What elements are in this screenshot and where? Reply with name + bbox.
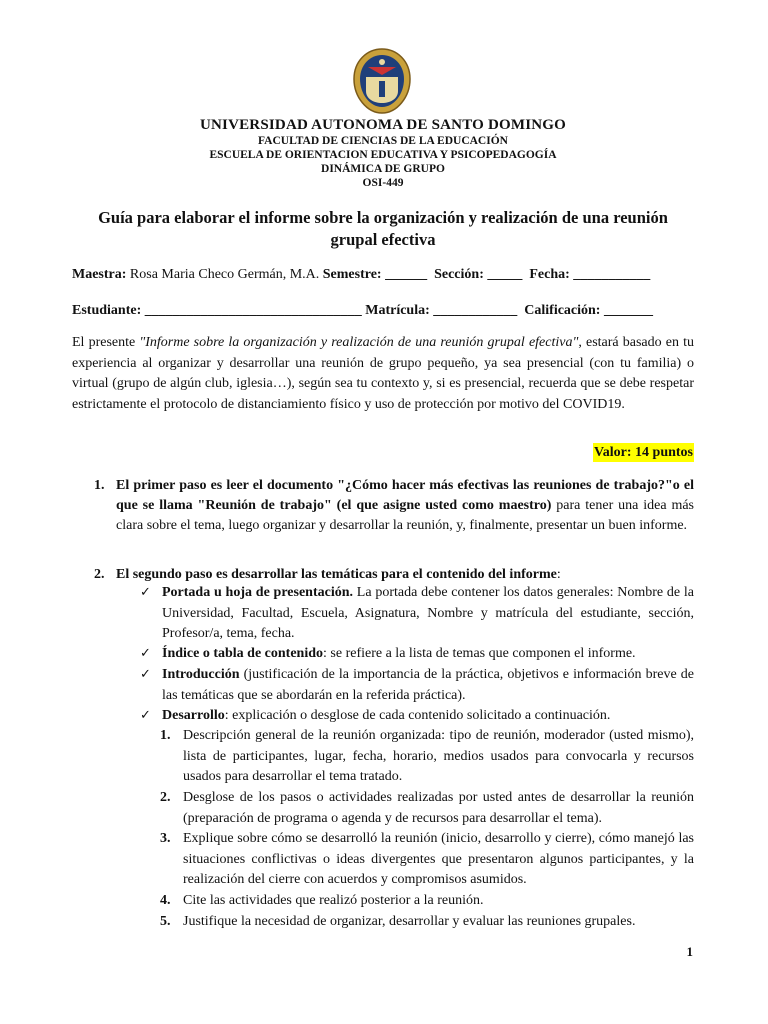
grade-field: Calificación: _______ (524, 303, 653, 318)
step-1 (94, 476, 694, 536)
enrollment-field: Matrícula: ____________ (365, 303, 518, 318)
development-item-text: Descripción general de la reunión organizada: tipo de reunión, moderador (usted mismo), lista de participantes, lugar, fecha, horario, medios usados para convocarla y recursos usados para desarrollar el tema tratado. (183, 728, 694, 784)
development-item-number: 1. (160, 728, 171, 743)
student-field: Estudiante: _______________________________ (72, 303, 362, 318)
development-item-text: Explique sobre cómo se desarrolló la reunión (inicio, desarrollo y cierre), cómo manejó las situaciones conflictivas o ideas divergentes que presentaron algunos participantes, y la realización del cierre con acuerdos y compromisos asumidos. (183, 831, 694, 887)
value-highlight: Valor: 14 puntos (593, 445, 693, 460)
development-item-number: 5. (160, 914, 171, 929)
course-name: DINÁMICA DE GRUPO (321, 163, 445, 175)
faculty-name: FACULTAD DE CIENCIAS DE LA EDUCACIÓN (258, 135, 508, 147)
institution-header (72, 116, 694, 190)
semester-field: Semestre: ______ (322, 267, 428, 282)
course-code: OSI-449 (362, 177, 404, 189)
checklist-item-index (140, 644, 694, 665)
teacher-value: Rosa Maria Checo Germán, M.A. (129, 267, 320, 282)
cover-label: Portada u hoja de presentación. (162, 585, 354, 600)
introduction-label: Introducción (162, 667, 240, 682)
introduction-text: (justificación de la importancia de la práctica, objetivos e información breve de las temáticas que se abordarán en la referida práctica). (162, 667, 694, 703)
development-item-4 (160, 891, 694, 912)
check-icon: ✓ (140, 585, 151, 600)
date-field: Fecha: ___________ (529, 267, 651, 282)
development-item-number: 4. (160, 893, 171, 908)
development-item-text: Cite las actividades que realizó posterior a la reunión. (183, 893, 484, 908)
step-2-bold: El segundo paso es desarrollar las temáticas para el contenido del informe (116, 567, 557, 582)
development-item-number: 2. (160, 790, 171, 805)
university-seal-icon (352, 47, 412, 115)
development-item-2 (160, 788, 694, 829)
development-text: : explicación o desglose de cada contenido solicitado a continuación. (224, 708, 611, 723)
step-2-text: : (556, 567, 561, 582)
page-number: 1 (686, 944, 693, 959)
intro-rest: , estará basado en tu experiencia al organizar y desarrollar una reunión de grupo pequeño, ya sea presencial (con tu familia) o virtual (grupo de algún club, iglesia…), según sea tu contexto y, si es presencial, recuerda que se debe respetar estrictamente el protocolo de distanciamiento físico y uso de protección por motivo del COVID19. (72, 335, 694, 412)
step-1-text: para tener una idea más clara sobre el tema, luego organizar y desarrollar la reunión, y, finalmente, presentar un buen informe. (116, 498, 694, 533)
intro-paragraph (72, 333, 694, 415)
development-label: Desarrollo (162, 708, 225, 723)
section-field: Sección: _____ (434, 267, 523, 282)
title-line-1: Guía para elaborar el informe sobre la organización y realización de una reunión (98, 208, 668, 227)
development-item-text: Desglose de los pasos o actividades realizadas por usted antes de desarrollar la reunión (preparación de programa o agenda y de recursos para desarrollar el tema). (183, 790, 694, 826)
check-icon: ✓ (140, 646, 151, 661)
school-name: ESCUELA DE ORIENTACION EDUCATIVA Y PSICOPEDAGOGÍA (209, 149, 557, 161)
checklist-item-development (140, 706, 694, 727)
development-item-number: 3. (160, 831, 171, 846)
step-2-number: 2. (94, 567, 105, 582)
development-item-1 (160, 726, 694, 788)
title-line-2: grupal efectiva (330, 230, 436, 249)
check-icon: ✓ (140, 708, 151, 723)
university-name: UNIVERSIDAD AUTONOMA DE SANTO DOMINGO (199, 117, 567, 133)
development-item-5 (160, 912, 694, 933)
student-row (72, 302, 694, 320)
teacher-label: Maestra: (72, 267, 127, 282)
checklist-item-introduction (140, 665, 694, 706)
index-text: : se refiere a la lista de temas que componen el informe. (323, 646, 636, 661)
document-title (72, 207, 694, 251)
index-label: Índice o tabla de contenido (162, 646, 324, 661)
teacher-row (72, 266, 694, 284)
check-icon: ✓ (140, 667, 151, 682)
checklist-item-cover (140, 583, 694, 645)
step-1-number: 1. (94, 478, 105, 493)
development-item-text: Justifique la necesidad de organizar, desarrollar y evaluar las reuniones grupales. (183, 914, 636, 929)
intro-quoted-title: "Informe sobre la organización y realización de una reunión grupal efectiva" (139, 335, 579, 350)
cover-text: La portada debe contener los datos generales: Nombre de la Universidad, Facultad, Escuela, Asignatura, Nombre y matrícula del estudiante, sección, Profesor/a, tema, fecha. (162, 585, 694, 641)
intro-lead: El presente (72, 335, 140, 350)
step-1-bold: El primer paso es leer el documento "¿Cómo hacer más efectivas las reuniones de trabajo?"o el que se llama "Reunión de trabajo" (el que asigne usted como maestro) (116, 478, 694, 513)
step-2 (94, 565, 694, 585)
development-item-3 (160, 829, 694, 891)
